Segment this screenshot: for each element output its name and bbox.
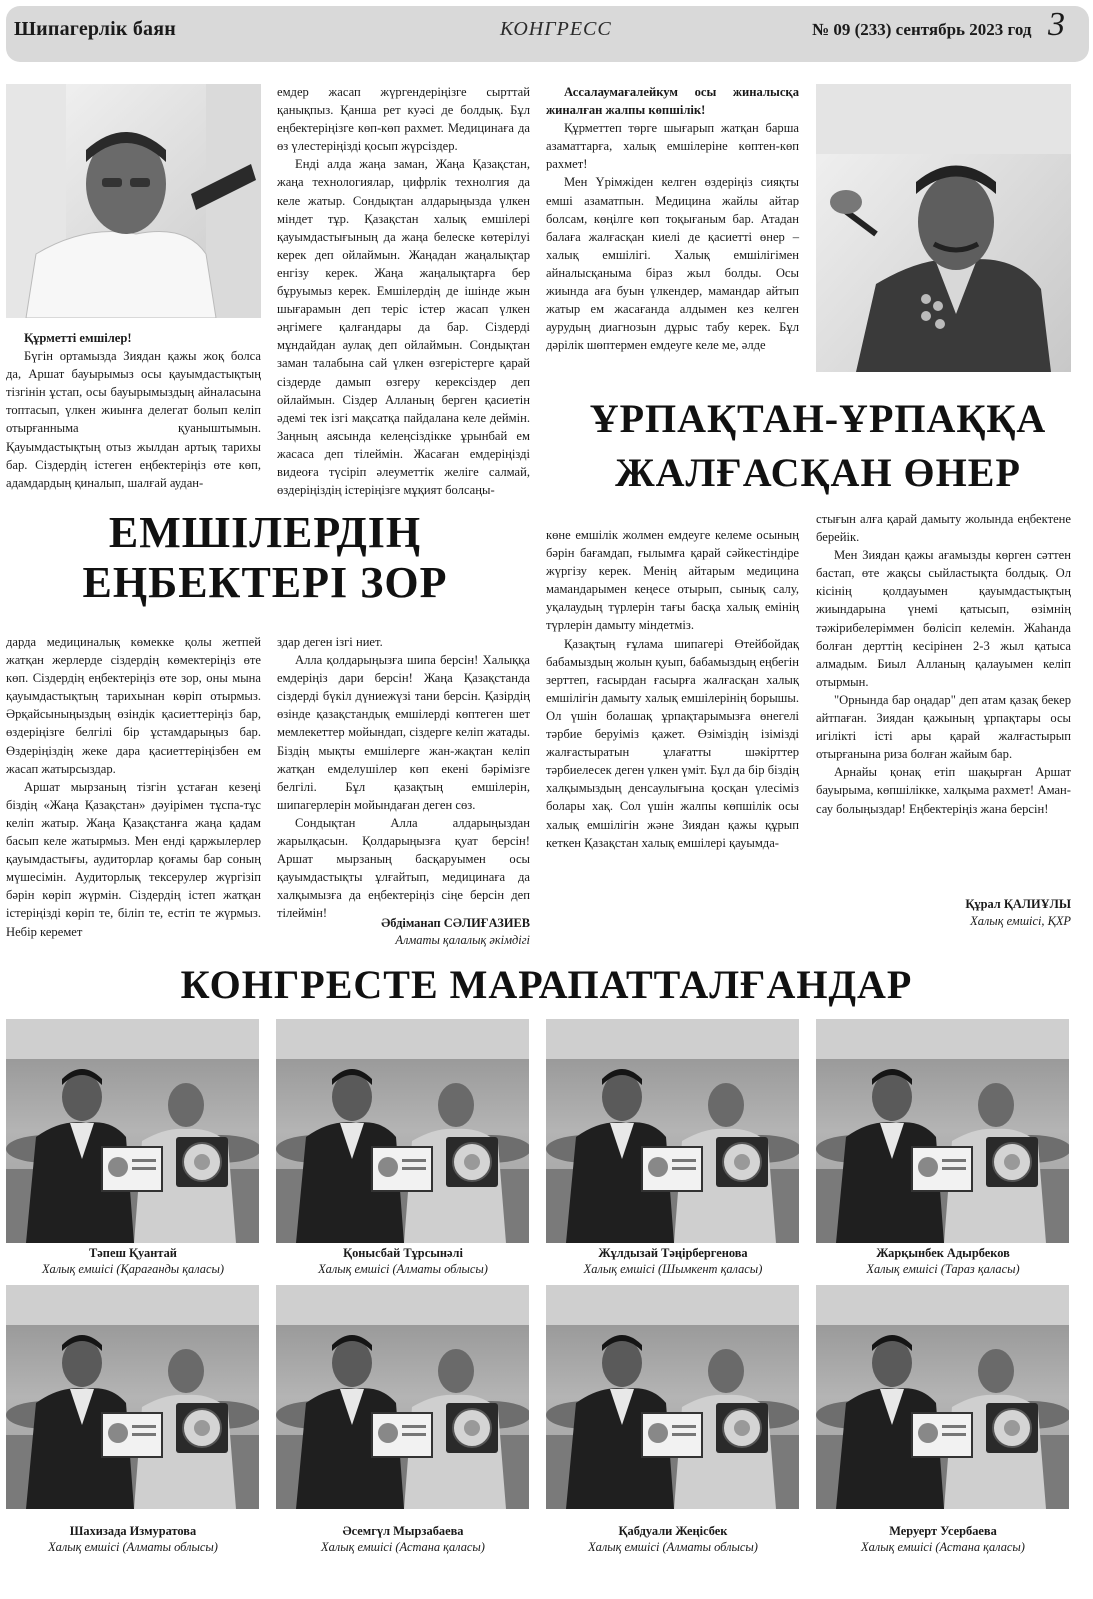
award-role: Халық емшісі (Шымкент қаласы) <box>583 1262 763 1276</box>
article2-col3-top <box>546 83 799 354</box>
paragraph: Аршат мырзаның тізгін ұстаған кезеңі біздің «Жаңа Қазақстан» дәуірімен тұспа-тұс келіп жатыр. Жаңа Қазақстанға жаңа қадам басып келе жатырмыз. Мен енді қаржылерлер қауымдастығы, аудиторлар қоғамы бар соның мүшесімін. Аудиторлық тексерулер жүргізіп бәрін көріп жүрмін. Сіздердің істеп жатқан істеріңізді көріп те, біліп те, естіп те жүрмыз. Небір керемет <box>6 779 261 939</box>
paragraph: Мен Үрімжіден келген өздеріңіз сияқты емші азаматпын. Медицина жайлы айтар болсам, көңілге көп тоқығаным бар. Атадан балаға жалғасқан киелі де қасиетті өнер – халық емшілігі. Халық емшілігімен айналысқаныма біраз жыл болды. Осы жиында аға буын үлкендер, мамандар айтып жатыр ем жасағанда алдымен кез келген аурудың диагнозын дұрыс табу керек. Бұл дәрілік шөптермен емдеуге келе ме, әлде <box>546 175 799 353</box>
paragraph: Сондықтан Алла алдарыңыздан жарылқасын. Қолдарыңызға қуат берсін! Аршат мырзаның басқаруымен осы қауымдастықты ұлғайтып, медицинаға да халқымызға да еңбектеріңіз сіңе берсін деп тілеймін! <box>277 815 530 921</box>
speaker-photo-left <box>6 84 261 318</box>
speaker-photo-right <box>816 84 1071 372</box>
paragraph: дарда медициналық көмекке қолы жетпей жатқан жерлерде сіздердің көмектеріңіз өте көп. Сіздердің еңбектеріңіз өте зор, оны мына қауымдастықтың тарихынан көріп отырмыз. Әрқайсыныңыздың өзіндік қасиеттеріңіз бар, өздеріңізге белгілі бір ұстамдарыңыз бар. Өздеріңіздің жеке дара қасиеттеріңізбен ем жасап жатырсыздар. <box>6 635 261 776</box>
award-photo <box>546 1285 799 1509</box>
issue-info: № 09 (233) сентябрь 2023 год <box>812 20 1032 39</box>
award-name: Қабдуали Жеңісбек <box>618 1524 728 1538</box>
paragraph: "Орнында бар оңадар" деп атам қазақ бекер айтпаған. Зиядан қажының ұрпақтары осы игілікті істі ары қарай жалғастырып отырғанына риза болған жайым бар. <box>816 692 1071 762</box>
award-name: Тәпеш Қуантай <box>89 1246 177 1260</box>
award-name: Меруерт Усербаева <box>889 1524 997 1538</box>
article2-col3-bottom <box>546 526 799 852</box>
award-name: Жұлдызай Тәңірбергенова <box>598 1246 748 1260</box>
article1-col2-bottom <box>277 633 530 923</box>
award-role: Халық емшісі (Қарағанды қаласы) <box>41 1262 225 1276</box>
award-name: Шахизада Измуратова <box>69 1524 197 1538</box>
award-role: Халық емшісі (Алматы облысы) <box>588 1540 758 1554</box>
award-photo <box>6 1285 259 1509</box>
award-role: Халық емшісі (Астана қаласы) <box>321 1540 485 1554</box>
award-name: Әсемгүл Мырзабаева <box>342 1524 464 1538</box>
page-number: 3 <box>1048 6 1065 43</box>
paragraph: емдер жасап жүргендеріңізге сырттай қанықпыз. Қанша рет куәсі де болдық. Бұл еңбектеріңізге көп-көп рахмет. Медицинаға да өз үлестеріңізді қосып жүрсіздер. <box>277 85 530 154</box>
article1-author-name: Әбдіманап СӘЛИҒАЗИЕВ <box>381 916 530 930</box>
paragraph: Құрметтеп төрге шығарып жатқан барша азаматтарға, халық емшілеріне көптен-көп рахмет! <box>546 121 799 172</box>
article2-headline <box>548 392 1088 500</box>
headline-line: ЕҢБЕКТЕРІ ЗОР <box>82 558 448 607</box>
award-photo <box>816 1285 1069 1509</box>
article2-author-role: Халық емшісі, ҚХР <box>970 914 1071 928</box>
paragraph: Бүгін ортамызда Зиядан қажы жоқ болса да, Аршат бауырымыз осы қауымдастықтың тізгінін ұстап, осы бауырымыздың айналасына топтасып, үлкен жиынға делегат болып келіп отырғанныма қуаныштымын. Қауымдастықтың отыз жылдан артық тарихы бар. Сіздердің істеген еңбектеріңіз өте көп, адамдардың қиналып, шалғай аудан- <box>6 349 261 490</box>
award-photo <box>546 1019 799 1243</box>
headline-line: ЖАЛҒАСҚАН ӨНЕР <box>615 450 1021 495</box>
headline-line: ЕМШІЛЕРДІҢ <box>108 508 422 557</box>
article1-col2-top <box>277 83 530 499</box>
article1-col1-top <box>6 329 261 492</box>
award-role: Халық емшісі (Алматы облысы) <box>318 1262 488 1276</box>
headline-line: ҰРПАҚТАН-ҰРПАҚҚА <box>589 396 1047 441</box>
award-photo <box>816 1019 1069 1243</box>
paragraph: Мен Зиядан қажы ағамызды көрген сәттен бастап, өте жақсы сыйластықта болдық. Ол кісінің қолдауымен қауымдастықтың жиындарына үнемі қатысып, өзімнің тәжірибелеріммен бөлісіп келемін. Жаһанда болған дерттің кесірінен 2-3 жыл қатыса алмадым. Биыл Алланың қалауымен келіп отырмын. <box>816 548 1071 689</box>
award-role: Халық емшісі (Астана қаласы) <box>861 1540 1025 1554</box>
article1-author-role: Алматы қалалық әкімдігі <box>395 933 530 947</box>
award-photo <box>276 1019 529 1243</box>
article1-headline <box>40 508 490 608</box>
section-title: Шипагерлік баян <box>14 18 176 40</box>
award-role: Халық емшісі (Тараз қаласы) <box>866 1262 1020 1276</box>
paragraph: Қазақтың ғұлама шипагері Өтейбойдақ бабамыздың жолын қуып, бабамыздың еңбегін зерттеп, ғасырдан ғасырға жалғасқан халық емшілігін дамыту халық емшілерінің борышы. Ол үшін болашақ ұрпақтарымызға өнегелі тәрбие беруіміз қажет. Өзіміздің ізімізді жалғастыратын ұлағатты шәкірттер тәрбиелесек деген үлкен үміт. Бұл да бір біздің халқымыздың денсаулығына қосқан үлесіміз болары хақ. Сол үшін жалпы көпшілік осы халық емшілігін және Зиядан қажы құрып кеткен Қазақстан халық емшілері қауымда- <box>546 636 799 850</box>
award-photo <box>6 1019 259 1243</box>
award-name: Жарқынбек Адырбеков <box>876 1246 1010 1260</box>
center-title: КОНГРЕСС <box>500 18 612 40</box>
paragraph: көне емшілік жолмен емдеуге келеме осының бәрін бағамдап, ғылымға қарай сәйкестіндіре жүргізу керек. Менің айтарым медицина мамандарымен кеңесе отырып, сынық салу, уқалаудың түрлерін тағы басқа халық емінің түрлерін дамыту міндетміз. <box>546 528 799 633</box>
award-photo <box>276 1285 529 1509</box>
paragraph: Арнайы қонақ етіп шақырған Аршат бауырыма, көпшілікке, халқыма рахмет! Аман-сау болыңыздар! Еңбектеріңіз жана берсін! <box>816 765 1071 816</box>
paragraph: стығын алға қарай дамыту жолында еңбектене берейік. <box>816 512 1071 545</box>
paragraph: Алла қолдарыңызға шипа берсін! Халыққа емдеріңіз дари берсін! Жаңа Қазақстанда сіздерді бүкіл дүниежүзі тани берсін. Қазірдің өзінде қазақстандық емшілерді көптеген шет мемлекеттер мойындап, сіздерге келіп жатады. Біздің мықты емшілерге жан-жақтан келіп жатқан емделушілер көп екені бәрімізге белгілі. Бұл қазақтың емшілерін, шипагерлерін мойындаған деген сөз. <box>277 653 530 812</box>
article2-author-name: Құрал ҚАЛИҰЛЫ <box>965 897 1071 911</box>
greeting-text: Ассалаумағалейкум осы жиналысқа жиналған жалпы көпшілік! <box>546 85 799 118</box>
article1-col1-bottom <box>6 633 261 941</box>
greeting-text: Құрметті емшілер! <box>24 331 132 345</box>
paragraph: Енді алда жаңа заман, Жаңа Қазақстан, жаңа технологиялар, цифрлік технолгия да келе жатыр. Сондықтан алдарыңызда үлкен міндет тұр. Қазақстан халық емшілері қауымдастығының да жаңа белеске көтерілуі керек деп ойлаймын. Жаңадан жаңалықтар енгізу керек. Жаңа жаңалықтарға бер бұруымыз керек. Емшілердің де ішінде жын шығарамын деп теріс істер жасап үлкен әңгімеге қалғандары да бар. Сіздерді мұндайдан аулақ деп ойлаймын. Сондықтан заман талабына сай үлкен өзгерістерге қарай сіздерде дамып өзгеру керексіздер деп ойлаймын. Сіздер Алланың берген қасиетін әдемі тек ізгі мақсатқа пайдалана келе деймін. Заңның аясында келеңсіздікке ұрынбай ем жасаса деп тілеймін. Жасаған емдеріңізді видеоға түсіріп әлеуметтік желіге салмай, өздеріңіздің істеріңізге мұқият болсаңы- <box>277 157 530 498</box>
award-name: Қонысбай Тұрсынәлі <box>343 1246 463 1260</box>
awards-title: КОНГРЕСТЕ МАРАПАТТАЛҒАНДАР <box>180 962 913 1007</box>
award-role: Халық емшісі (Алматы облысы) <box>48 1540 218 1554</box>
article2-col4-bottom <box>816 510 1071 818</box>
paragraph: здар деген ізгі ниет. <box>277 635 383 649</box>
